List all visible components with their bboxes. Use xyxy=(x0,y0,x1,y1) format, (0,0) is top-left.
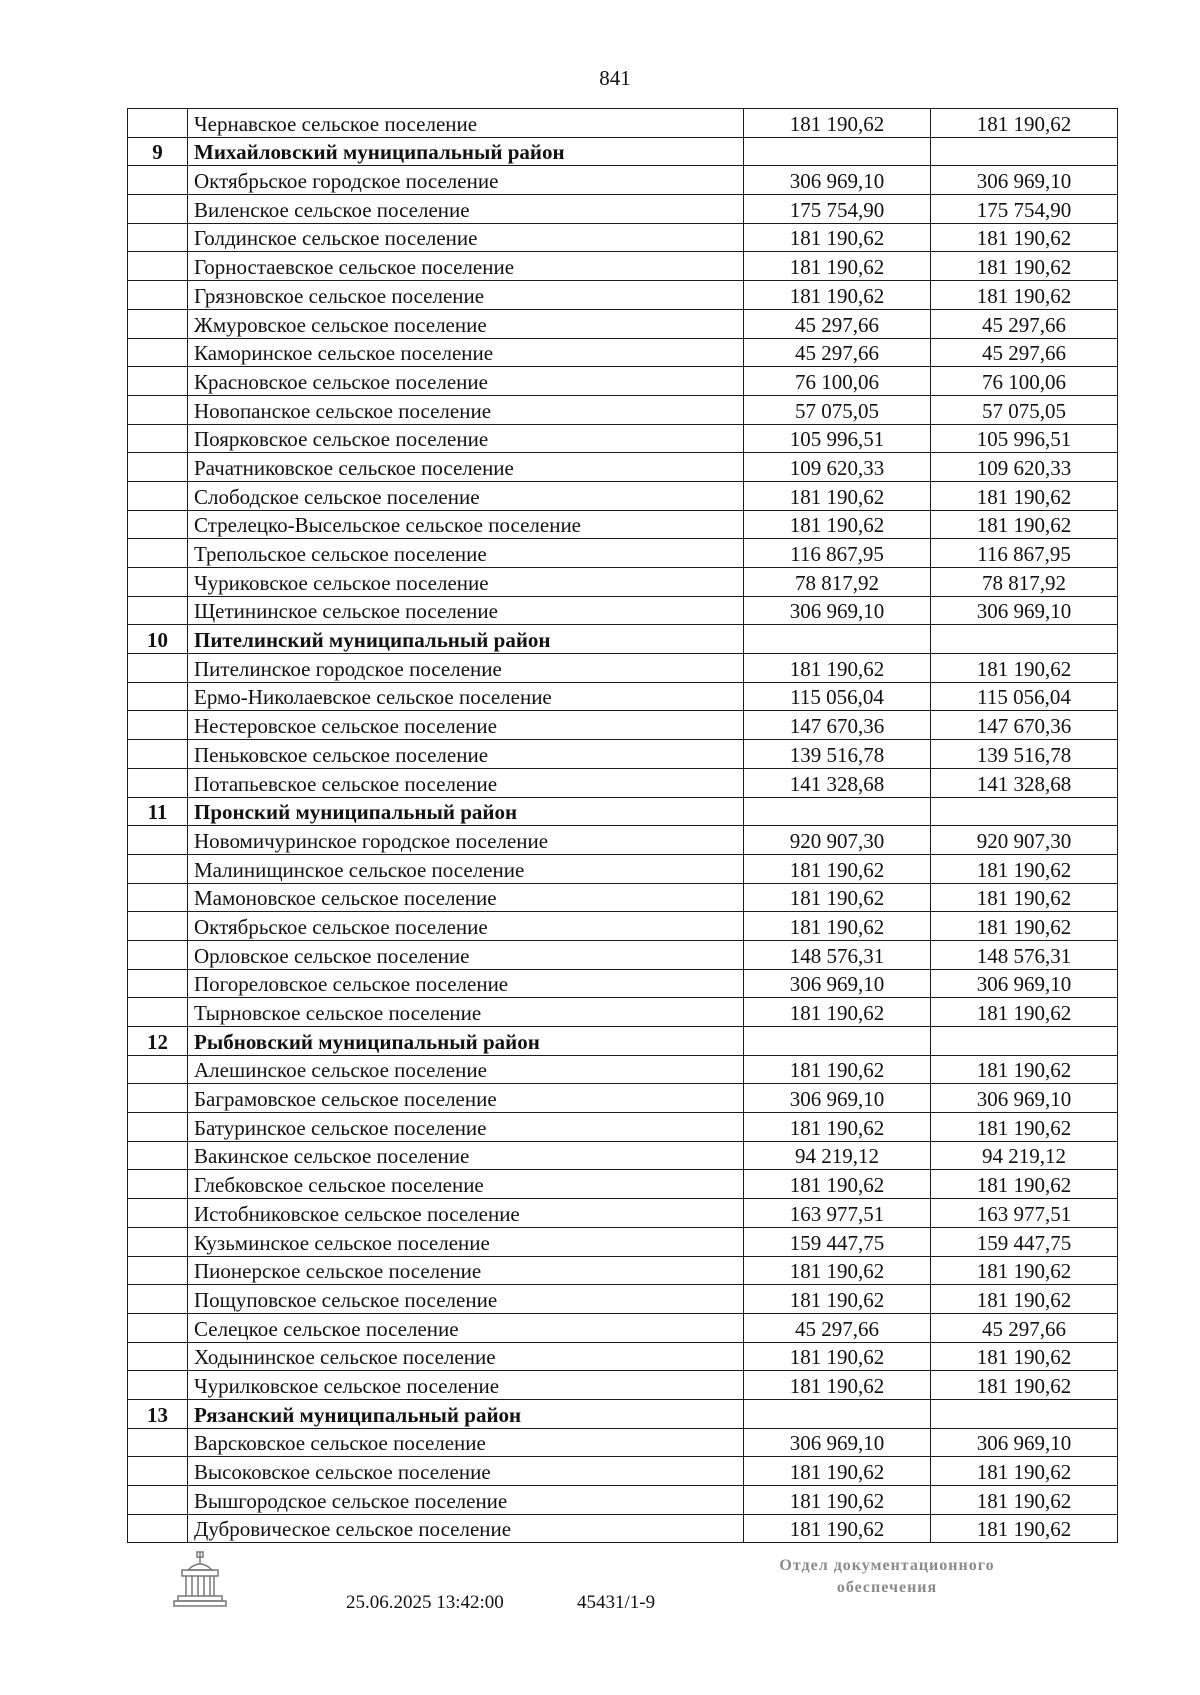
district-header-row xyxy=(128,137,1118,166)
settlement-name: Горностаевское сельское поселение xyxy=(188,252,744,281)
table-row xyxy=(128,826,1118,855)
row-number xyxy=(128,1084,188,1113)
row-number xyxy=(128,1170,188,1199)
settlement-name: Поярковское сельское поселение xyxy=(188,424,744,453)
amount-column-2: 181 190,62 xyxy=(931,883,1118,912)
amount-column-1: 181 190,62 xyxy=(744,998,931,1027)
table-row xyxy=(128,1256,1118,1285)
amount-column-1: 181 190,62 xyxy=(744,223,931,252)
row-number xyxy=(128,1313,188,1342)
row-number xyxy=(128,1227,188,1256)
amount-column-1: 306 969,10 xyxy=(744,596,931,625)
row-number xyxy=(128,281,188,310)
amount-column-2: 181 190,62 xyxy=(931,1113,1118,1142)
settlement-name: Истобниковское сельское поселение xyxy=(188,1199,744,1228)
settlement-name: Алешинское сельское поселение xyxy=(188,1055,744,1084)
settlement-name: Ходынинское сельское поселение xyxy=(188,1342,744,1371)
table-row xyxy=(128,109,1118,138)
amount-column-2: 920 907,30 xyxy=(931,826,1118,855)
amount-column-1: 141 328,68 xyxy=(744,768,931,797)
row-number: 11 xyxy=(128,797,188,826)
row-number xyxy=(128,1199,188,1228)
amount-column-2: 181 190,62 xyxy=(931,912,1118,941)
row-number: 9 xyxy=(128,137,188,166)
table-row xyxy=(128,740,1118,769)
settlement-name: Чуриковское сельское поселение xyxy=(188,568,744,597)
row-number xyxy=(128,510,188,539)
amount-column-1: 57 075,05 xyxy=(744,395,931,424)
settlement-name: Пеньковское сельское поселение xyxy=(188,740,744,769)
row-number xyxy=(128,1141,188,1170)
district-name: Михайловский муниципальный район xyxy=(188,137,744,166)
department-stamp xyxy=(752,1555,1022,1599)
table-row xyxy=(128,1141,1118,1170)
table-row xyxy=(128,309,1118,338)
amount-column-1: 306 969,10 xyxy=(744,1428,931,1457)
settlement-name: Чернавское сельское поселение xyxy=(188,109,744,138)
footer-datetime: 25.06.2025 13:42:00 xyxy=(346,1592,504,1613)
amount-column-2: 159 447,75 xyxy=(931,1227,1118,1256)
settlement-name: Нестеровское сельское поселение xyxy=(188,711,744,740)
row-number xyxy=(128,912,188,941)
amount-column-1: 175 754,90 xyxy=(744,195,931,224)
table-row xyxy=(128,1170,1118,1199)
settlement-name: Пителинское городское поселение xyxy=(188,654,744,683)
amount-column-1: 181 190,62 xyxy=(744,1514,931,1543)
district-header-row xyxy=(128,625,1118,654)
row-number xyxy=(128,109,188,138)
settlement-name: Кузьминское сельское поселение xyxy=(188,1227,744,1256)
table-row xyxy=(128,969,1118,998)
settlement-name: Погореловское сельское поселение xyxy=(188,969,744,998)
table-row xyxy=(128,1486,1118,1515)
settlement-name: Слободское сельское поселение xyxy=(188,481,744,510)
amount-column-2: 78 817,92 xyxy=(931,568,1118,597)
amount-column-2: 181 190,62 xyxy=(931,1371,1118,1400)
settlement-name: Высоковское сельское поселение xyxy=(188,1457,744,1486)
row-number xyxy=(128,539,188,568)
settlement-name: Ермо-Николаевское сельское поселение xyxy=(188,682,744,711)
amount-column-2 xyxy=(931,1027,1118,1056)
amount-column-2: 181 190,62 xyxy=(931,481,1118,510)
amount-column-1: 181 190,62 xyxy=(744,252,931,281)
amount-column-2: 175 754,90 xyxy=(931,195,1118,224)
amount-column-2: 181 190,62 xyxy=(931,510,1118,539)
table-row xyxy=(128,395,1118,424)
amount-column-1: 78 817,92 xyxy=(744,568,931,597)
amount-column-2: 116 867,95 xyxy=(931,539,1118,568)
amount-column-1: 181 190,62 xyxy=(744,1170,931,1199)
amount-column-1: 181 190,62 xyxy=(744,510,931,539)
amount-column-2: 181 190,62 xyxy=(931,1256,1118,1285)
row-number xyxy=(128,654,188,683)
row-number xyxy=(128,309,188,338)
settlement-name: Жмуровское сельское поселение xyxy=(188,309,744,338)
amount-column-2 xyxy=(931,137,1118,166)
amount-column-1: 181 190,62 xyxy=(744,1113,931,1142)
table-row xyxy=(128,281,1118,310)
table-row xyxy=(128,883,1118,912)
amount-column-2: 148 576,31 xyxy=(931,940,1118,969)
row-number xyxy=(128,1371,188,1400)
amount-column-2: 181 190,62 xyxy=(931,109,1118,138)
row-number xyxy=(128,768,188,797)
row-number xyxy=(128,252,188,281)
settlement-name: Новопанское сельское поселение xyxy=(188,395,744,424)
amount-column-1: 920 907,30 xyxy=(744,826,931,855)
amount-column-1 xyxy=(744,797,931,826)
amount-column-2: 45 297,66 xyxy=(931,1313,1118,1342)
amount-column-2: 45 297,66 xyxy=(931,338,1118,367)
row-number xyxy=(128,367,188,396)
footer-doc-code: 45431/1-9 xyxy=(577,1592,656,1613)
amount-column-2: 76 100,06 xyxy=(931,367,1118,396)
amount-column-1: 116 867,95 xyxy=(744,539,931,568)
settlement-name: Малинищинское сельское поселение xyxy=(188,854,744,883)
table-row xyxy=(128,195,1118,224)
amount-column-2: 181 190,62 xyxy=(931,1055,1118,1084)
amount-column-2: 139 516,78 xyxy=(931,740,1118,769)
row-number: 12 xyxy=(128,1027,188,1056)
amount-column-1: 181 190,62 xyxy=(744,1342,931,1371)
table-row xyxy=(128,223,1118,252)
row-number xyxy=(128,1428,188,1457)
settlement-name: Баграмовское сельское поселение xyxy=(188,1084,744,1113)
table-row xyxy=(128,252,1118,281)
settlement-name: Дубровическое сельское поселение xyxy=(188,1514,744,1543)
settlement-name: Варсковское сельское поселение xyxy=(188,1428,744,1457)
amount-column-2: 94 219,12 xyxy=(931,1141,1118,1170)
table-row xyxy=(128,1457,1118,1486)
amount-column-1: 115 056,04 xyxy=(744,682,931,711)
amount-column-1 xyxy=(744,625,931,654)
amount-column-1 xyxy=(744,1027,931,1056)
table-row xyxy=(128,1055,1118,1084)
district-name: Рязанский муниципальный район xyxy=(188,1399,744,1428)
row-number xyxy=(128,481,188,510)
amount-column-2 xyxy=(931,797,1118,826)
amount-column-1: 148 576,31 xyxy=(744,940,931,969)
table-row xyxy=(128,768,1118,797)
table-row xyxy=(128,510,1118,539)
amount-column-1: 181 190,62 xyxy=(744,1055,931,1084)
settlement-name: Новомичуринское городское поселение xyxy=(188,826,744,855)
row-number xyxy=(128,1055,188,1084)
settlement-name: Октябрьское городское поселение xyxy=(188,166,744,195)
table-row xyxy=(128,338,1118,367)
amount-column-2: 306 969,10 xyxy=(931,596,1118,625)
row-number xyxy=(128,195,188,224)
amount-column-2: 181 190,62 xyxy=(931,654,1118,683)
row-number xyxy=(128,1256,188,1285)
table-row xyxy=(128,682,1118,711)
amount-column-1: 181 190,62 xyxy=(744,1256,931,1285)
row-number xyxy=(128,682,188,711)
amount-column-2: 181 190,62 xyxy=(931,281,1118,310)
row-number xyxy=(128,854,188,883)
page-number: 841 xyxy=(599,66,631,90)
amount-column-1: 45 297,66 xyxy=(744,1313,931,1342)
table-row xyxy=(128,1113,1118,1142)
amount-column-1: 163 977,51 xyxy=(744,1199,931,1228)
table-row xyxy=(128,539,1118,568)
settlement-name: Вакинское сельское поселение xyxy=(188,1141,744,1170)
settlement-name: Виленское сельское поселение xyxy=(188,195,744,224)
table-row xyxy=(128,854,1118,883)
settlement-name: Чурилковское сельское поселение xyxy=(188,1371,744,1400)
table-row xyxy=(128,1285,1118,1314)
settlement-name: Селецкое сельское поселение xyxy=(188,1313,744,1342)
row-number xyxy=(128,1514,188,1543)
settlement-name: Октябрьское сельское поселение xyxy=(188,912,744,941)
row-number xyxy=(128,568,188,597)
amount-column-2: 45 297,66 xyxy=(931,309,1118,338)
row-number xyxy=(128,424,188,453)
row-number xyxy=(128,883,188,912)
row-number xyxy=(128,1285,188,1314)
amount-column-2: 163 977,51 xyxy=(931,1199,1118,1228)
table-row xyxy=(128,940,1118,969)
settlement-name: Грязновское сельское поселение xyxy=(188,281,744,310)
table-body xyxy=(128,109,1118,1543)
amount-column-2: 181 190,62 xyxy=(931,1514,1118,1543)
table-row xyxy=(128,1227,1118,1256)
budget-table xyxy=(127,108,1118,1543)
settlement-name: Пощуповское сельское поселение xyxy=(188,1285,744,1314)
amount-column-2: 115 056,04 xyxy=(931,682,1118,711)
amount-column-1 xyxy=(744,1399,931,1428)
amount-column-1: 139 516,78 xyxy=(744,740,931,769)
table-row xyxy=(128,1514,1118,1543)
row-number xyxy=(128,338,188,367)
amount-column-2: 147 670,36 xyxy=(931,711,1118,740)
amount-column-2: 105 996,51 xyxy=(931,424,1118,453)
amount-column-2: 181 190,62 xyxy=(931,1285,1118,1314)
district-name: Пителинский муниципальный район xyxy=(188,625,744,654)
row-number xyxy=(128,223,188,252)
amount-column-1: 306 969,10 xyxy=(744,1084,931,1113)
settlement-name: Щетининское сельское поселение xyxy=(188,596,744,625)
amount-column-2: 57 075,05 xyxy=(931,395,1118,424)
amount-column-1: 181 190,62 xyxy=(744,1371,931,1400)
amount-column-1: 181 190,62 xyxy=(744,854,931,883)
row-number xyxy=(128,826,188,855)
amount-column-2: 181 190,62 xyxy=(931,1170,1118,1199)
district-name: Пронский муниципальный район xyxy=(188,797,744,826)
amount-column-2: 141 328,68 xyxy=(931,768,1118,797)
settlement-name: Голдинское сельское поселение xyxy=(188,223,744,252)
amount-column-1: 181 190,62 xyxy=(744,1285,931,1314)
amount-column-2: 181 190,62 xyxy=(931,1342,1118,1371)
table-row xyxy=(128,912,1118,941)
table-row xyxy=(128,1428,1118,1457)
row-number xyxy=(128,1486,188,1515)
amount-column-1 xyxy=(744,137,931,166)
row-number xyxy=(128,711,188,740)
stamp-line-2: обеспечения xyxy=(836,1579,938,1596)
row-number xyxy=(128,596,188,625)
amount-column-1: 105 996,51 xyxy=(744,424,931,453)
row-number xyxy=(128,1342,188,1371)
row-number xyxy=(128,395,188,424)
row-number xyxy=(128,1457,188,1486)
amount-column-2: 181 190,62 xyxy=(931,223,1118,252)
amount-column-1: 109 620,33 xyxy=(744,453,931,482)
amount-column-1: 45 297,66 xyxy=(744,338,931,367)
amount-column-1: 306 969,10 xyxy=(744,166,931,195)
district-header-row xyxy=(128,1027,1118,1056)
row-number xyxy=(128,940,188,969)
amount-column-1: 181 190,62 xyxy=(744,912,931,941)
table-row xyxy=(128,453,1118,482)
table-row xyxy=(128,367,1118,396)
settlement-name: Глебковское сельское поселение xyxy=(188,1170,744,1199)
amount-column-1: 181 190,62 xyxy=(744,883,931,912)
coat-of-arms-icon xyxy=(168,1548,232,1612)
row-number xyxy=(128,998,188,1027)
amount-column-2: 181 190,62 xyxy=(931,252,1118,281)
table-row xyxy=(128,998,1118,1027)
row-number: 13 xyxy=(128,1399,188,1428)
settlement-name: Каморинское сельское поселение xyxy=(188,338,744,367)
amount-column-1: 147 670,36 xyxy=(744,711,931,740)
settlement-name: Тырновское сельское поселение xyxy=(188,998,744,1027)
amount-column-1: 181 190,62 xyxy=(744,654,931,683)
row-number: 10 xyxy=(128,625,188,654)
row-number xyxy=(128,453,188,482)
amount-column-2: 109 620,33 xyxy=(931,453,1118,482)
table-row xyxy=(128,1342,1118,1371)
table-row xyxy=(128,711,1118,740)
amount-column-2: 181 190,62 xyxy=(931,998,1118,1027)
row-number xyxy=(128,740,188,769)
budget-table-container xyxy=(127,108,1117,1543)
settlement-name: Мамоновское сельское поселение xyxy=(188,883,744,912)
row-number xyxy=(128,969,188,998)
district-header-row xyxy=(128,1399,1118,1428)
amount-column-1: 181 190,62 xyxy=(744,1457,931,1486)
amount-column-1: 181 190,62 xyxy=(744,481,931,510)
table-row xyxy=(128,1199,1118,1228)
amount-column-2: 181 190,62 xyxy=(931,854,1118,883)
amount-column-1: 306 969,10 xyxy=(744,969,931,998)
table-row xyxy=(128,596,1118,625)
district-header-row xyxy=(128,797,1118,826)
amount-column-2: 181 190,62 xyxy=(931,1486,1118,1515)
district-name: Рыбновский муниципальный район xyxy=(188,1027,744,1056)
table-row xyxy=(128,568,1118,597)
amount-column-1: 181 190,62 xyxy=(744,109,931,138)
settlement-name: Потапьевское сельское поселение xyxy=(188,768,744,797)
table-row xyxy=(128,1313,1118,1342)
settlement-name: Трепольское сельское поселение xyxy=(188,539,744,568)
settlement-name: Орловское сельское поселение xyxy=(188,940,744,969)
table-row xyxy=(128,1371,1118,1400)
settlement-name: Красновское сельское поселение xyxy=(188,367,744,396)
settlement-name: Вышгородское сельское поселение xyxy=(188,1486,744,1515)
settlement-name: Стрелецко-Высельское сельское поселение xyxy=(188,510,744,539)
table-row xyxy=(128,424,1118,453)
amount-column-2: 306 969,10 xyxy=(931,969,1118,998)
row-number xyxy=(128,166,188,195)
settlement-name: Батуринское сельское поселение xyxy=(188,1113,744,1142)
amount-column-1: 94 219,12 xyxy=(744,1141,931,1170)
amount-column-1: 181 190,62 xyxy=(744,1486,931,1515)
settlement-name: Пионерское сельское поселение xyxy=(188,1256,744,1285)
amount-column-2: 181 190,62 xyxy=(931,1457,1118,1486)
stamp-line-1: Отдел документационного xyxy=(779,1557,995,1574)
amount-column-1: 181 190,62 xyxy=(744,281,931,310)
table-row xyxy=(128,166,1118,195)
table-row xyxy=(128,654,1118,683)
amount-column-2 xyxy=(931,1399,1118,1428)
amount-column-1: 45 297,66 xyxy=(744,309,931,338)
table-row xyxy=(128,481,1118,510)
amount-column-2: 306 969,10 xyxy=(931,1084,1118,1113)
amount-column-2: 306 969,10 xyxy=(931,166,1118,195)
amount-column-2 xyxy=(931,625,1118,654)
settlement-name: Рачатниковское сельское поселение xyxy=(188,453,744,482)
table-row xyxy=(128,1084,1118,1113)
amount-column-1: 76 100,06 xyxy=(744,367,931,396)
amount-column-1: 159 447,75 xyxy=(744,1227,931,1256)
row-number xyxy=(128,1113,188,1142)
amount-column-2: 306 969,10 xyxy=(931,1428,1118,1457)
